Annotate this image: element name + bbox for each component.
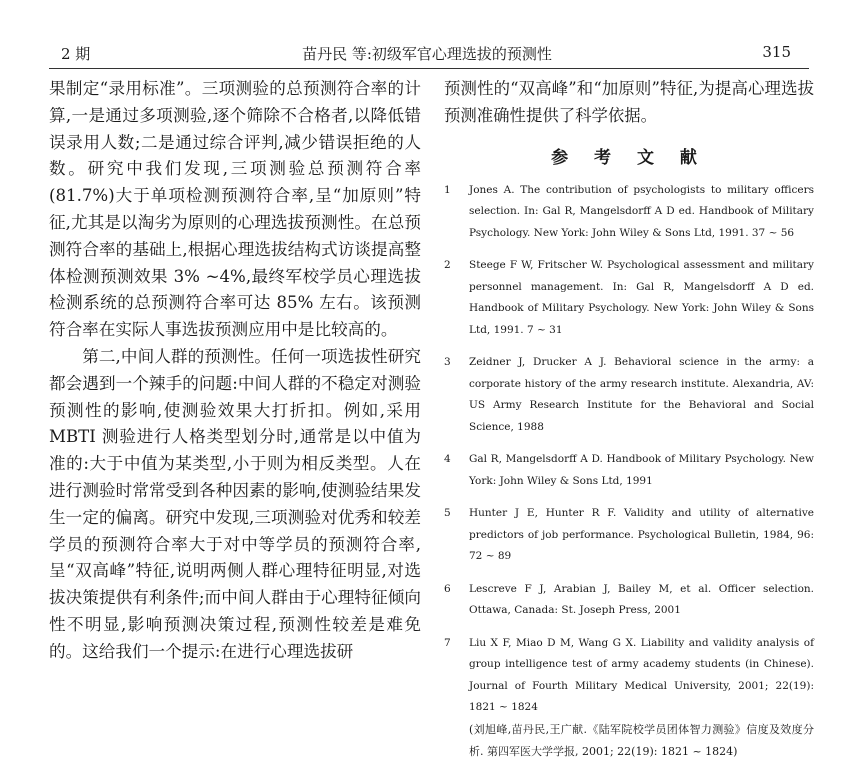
reference-item (444, 352, 814, 438)
reference-item (444, 255, 814, 341)
reference-number: 5 (444, 507, 451, 520)
reference-text: Jones A. The contribution of psychologists to military officers selection. In: Gal R, Mangelsdorff A D ed. Handbook of Military Psychology. New York: John Wiley & Sons Ltd, 1991. 37 ~ 56 (469, 183, 814, 239)
reference-number: 2 (444, 259, 451, 272)
reference-text: Steege F W, Fritscher W. Psychological assessment and military personnel management. In: Gal R, Mangelsdorff A D ed. Handbook of Military Psychology. New York: John Wiley & Sons Ltd, 1991. 7 ~ 31 (469, 259, 814, 336)
reference-item (444, 579, 814, 622)
left-column (49, 76, 421, 666)
reference-item (444, 633, 814, 763)
issue-number: 2 期 (61, 45, 91, 63)
reference-number: 3 (444, 356, 451, 369)
reference-text: Lescreve F J, Arabian J, Bailey M, et al. Officer selection. Ottawa, Canada: St. Joseph Press, 2001 (469, 582, 814, 617)
body-paragraph: 预测性的“双高峰”和“加原则”特征,为提高心理选拔预测准确性提供了科学依据。 (444, 79, 814, 125)
body-paragraph: 果制定“录用标准”。三项测验的总预测符合率的计算,一是通过多项测验,逐个筛除不合格者,以降低错误录用人数;二是通过综合评判,减少错误拒绝的人数。研究中我们发现,三项测验总预测符合率(81.7%)大于单项检测预测符合率,呈“加原则”特征,尤其是以淘劣为原则的心理选拔预测性。在总预测符合率的基础上,根据心理选拔结构式访谈提高整体检测预测效果 3% ~4%,最终军校学员心理选拔检测系统的总预测符合率可达 85% 左右。该预测符合率在实际人事选拔预测应用中是比较高的。 (49, 79, 421, 340)
page-number: 315 (762, 43, 791, 61)
references-heading: 参 考 文 献 (551, 147, 707, 168)
reference-number: 1 (444, 183, 451, 196)
reference-text: Liu X F, Miao D M, Wang G X. Liability and validity analysis of group intelligence test of army academy students (in Chinese). Journal of Fourth Military Medical University, 2001; 22(19): 1821 ~ 1824 (469, 636, 814, 714)
reference-text: Hunter J E, Hunter R F. Validity and utility of alternative predictors of job performance. Psychological Bulletin, 1984, 96: 72 ~ 89 (469, 507, 814, 563)
running-title: 苗丹民 等:初级军官心理选拔的预测性 (302, 45, 552, 63)
reference-number: 6 (444, 582, 451, 595)
reference-item (444, 503, 814, 568)
right-column (444, 76, 814, 774)
reference-number: 4 (444, 453, 451, 466)
body-paragraph: 第二,中间人群的预测性。任何一项选拔性研究都会遇到一个辣手的问题:中间人群的不稳定对测验预测性的影响,使测验效果大打折扣。例如,采用 MBTI 测验进行人格类型划分时,通常是以中值为准的:大于中值为某类型,小于则为相反类型。人在进行测验时常常受到各种因素的影响,使测验结果发生一定的偏离。研究中发现,三项测验对优秀和较差学员的预测符合率大于对中等学员的预测符合率,呈“双高峰”特征,说明两侧人群心理特征明显,对选拔决策提供有利条件;而中间人群由于心理特征倾向性不明显,影响预测决策过程,预测性较差是难免的。这给我们一个提示:在进行心理选拔研 (49, 346, 421, 661)
reference-chinese-note: (刘旭峰,苗丹民,王广献.《陆军院校学员团体智力测验》信度及效度分析. 第四军医大学学报, 2001; 22(19): 1821 ~ 1824) (469, 722, 814, 758)
reference-item (444, 180, 814, 245)
reference-item (444, 449, 814, 492)
reference-text: Gal R, Mangelsdorff A D. Handbook of Military Psychology. New York: John Wiley & Sons Ltd, 1991 (469, 453, 814, 487)
reference-list (444, 180, 814, 763)
reference-text: Zeidner J, Drucker A J. Behavioral science in the army: a corporate history of the army research institute. Alexandria, AV: US Army Research Institute for the Behavioral and Social Science, 1988 (469, 356, 814, 433)
header-rule (49, 68, 809, 69)
running-header (49, 42, 805, 66)
reference-number: 7 (444, 636, 451, 649)
